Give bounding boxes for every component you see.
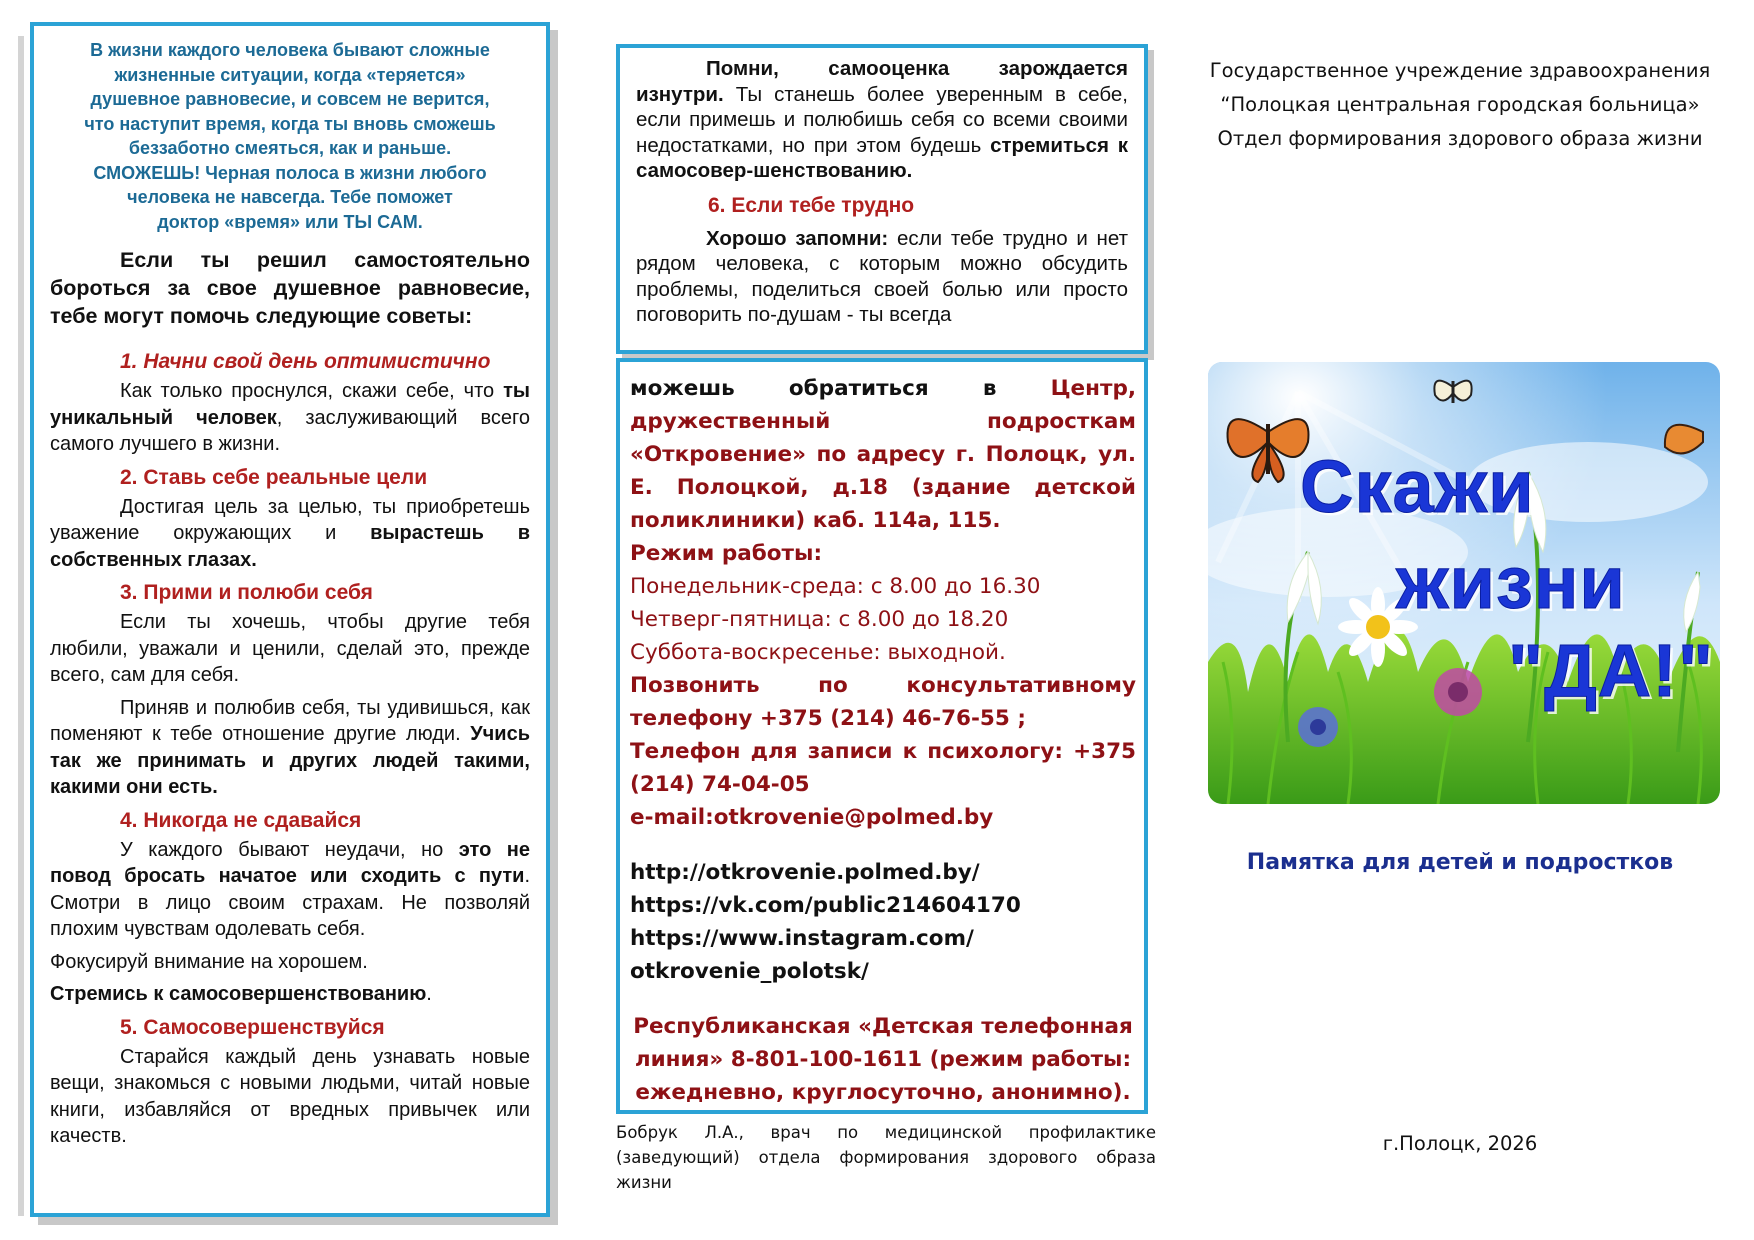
tip-1-title: 1. Начни свой день оптимистично	[120, 350, 491, 373]
city-year: г.Полоцк, 2026	[1382, 1132, 1538, 1155]
tip-6-title: 6. Если тебе трудно	[708, 193, 915, 217]
org-line: “Полоцкая центральная городская больница»	[1220, 93, 1700, 116]
left-panel-shadow	[18, 36, 24, 1216]
intro-line: человека не навсегда. Тебе поможет	[127, 187, 453, 207]
tip-5-title: 5. Самосовершенствуйся	[120, 1015, 385, 1039]
organization-header	[1190, 54, 1730, 156]
intro-line: СМОЖЕШЬ! Черная полоса в жизни любого	[93, 162, 487, 183]
tip-4-strive: Стремись к самосовершенствованию.	[50, 983, 432, 1005]
self-esteem-paragraph: Помни, самооценка зарождается изнутри. Ты станешь более уверенным в себе, если примешь и полюбишь себя со всеми своими недостатками, но при этом будешь стремиться к самосовер-шенствованию.	[636, 57, 1128, 182]
tip-2-title: 2. Ставь себе реальные цели	[120, 465, 428, 489]
cover-image	[1208, 362, 1720, 804]
tip-4-focus: Фокусируй внимание на хорошем.	[50, 950, 368, 973]
tip-5-text: Старайся каждый день узнавать новые вещи, знакомься с новыми людьми, читай новые книги, избавляйся от вредных привычек или качеств.	[50, 1045, 530, 1147]
intro-line: жизненные ситуации, когда «теряется»	[114, 64, 466, 85]
consult-phone: Позвонить по консультативному телефону +375 (214) 46-76-55 ;	[630, 673, 1136, 731]
intro-line: В жизни каждого человека бывают сложные	[90, 40, 490, 60]
vk-link[interactable]: https://vk.com/public214604170	[630, 893, 1021, 918]
instagram-link-cont[interactable]: otkrovenie_polotsk/	[630, 959, 869, 984]
middle-top-box	[616, 44, 1148, 354]
tip-3-title: 3. Прими и полюби себя	[120, 581, 373, 604]
tip-3-text: Если ты хочешь, чтобы другие тебя любили, уважали и ценили, сделай это, прежде всего, сам для себя.	[50, 611, 530, 686]
org-line: Государственное учреждение здравоохранения	[1209, 59, 1711, 82]
intro-text	[50, 38, 530, 234]
cover-word-2: жизни	[1396, 541, 1626, 624]
contacts-box	[616, 358, 1148, 1114]
website-link[interactable]: http://otkrovenie.polmed.by/	[630, 860, 980, 885]
tip-1-text: Как только проснулся, скажи себе, что ты уникальный человек, заслуживающий всего самого лучшего в жизни.	[50, 380, 531, 455]
intro-line: душевное равновесие, и совсем не верится,	[90, 89, 490, 109]
instagram-link[interactable]: https://www.instagram.com/	[630, 926, 974, 951]
tip-6-text: Хорошо запомни: если тебе трудно и нет рядом человека, с которым можно обсудить проблемы, поделиться своей болью или просто поговорить по-душам - ты всегда	[636, 226, 1128, 326]
brochure-subtitle: Памятка для детей и подростков	[1246, 850, 1674, 875]
hours-line: Понедельник-среда: с 8.00 до 16.30	[630, 574, 1041, 599]
intro-line: беззаботно смеяться, как и раньше.	[128, 138, 452, 158]
org-line: Отдел формирования здорового образа жизни	[1217, 127, 1703, 150]
tip-4-title: 4. Никогда не сдавайся	[120, 808, 362, 832]
left-panel	[30, 22, 550, 1217]
intro-line: что наступит время, когда ты вновь сможешь	[84, 113, 496, 134]
lead-paragraph: Если ты решил самостоятельно бороться за свое душевное равновесие, тебе могут помочь следующие советы:	[50, 248, 530, 328]
tip-2-text: Достигая цель за целью, ты приобретешь уважение окружающих и вырастешь в собственных глазах.	[50, 495, 530, 571]
hours-line: Четверг-пятница: с 8.00 до 18.20	[630, 607, 1009, 632]
intro-line: доктор «время» или ТЫ САМ.	[157, 211, 423, 232]
tip-3-text-2: Приняв и полюбив себя, ты удивишься, как поменяют к тебе отношение другие люди. Учись так же принимать и других людей такими, какими они есть.	[50, 696, 530, 798]
cover-word-1: Скажи	[1300, 445, 1535, 528]
center-address: можешь обратиться в Центр, дружественный подросткам «Откровение» по адресу г. Полоцк, ул. Е. Полоцкой, д.18 (здание детской поликлиники) каб. 114а, 115.	[630, 376, 1136, 533]
tip-4-text: У каждого бывают неудачи, но это не повод бросать начатое или сходить с пути. Смотри в лицо своим страхам. Не позволяй плохим чувствам одолевать себя.	[50, 838, 530, 940]
hours-line: Суббота-воскресенье: выходной.	[630, 640, 1006, 665]
cover-word-3: "ДА!"	[1508, 629, 1714, 712]
psychologist-phone: Телефон для записи к психологу: +375 (214) 74-04-05	[630, 739, 1136, 797]
author-credit: Бобрук Л.А., врач по медицинской профилактике (заведующий) отдела формирования здорового образа жизни	[616, 1123, 1156, 1192]
email-link[interactable]: e-mail:otkrovenie@polmed.by	[630, 805, 994, 830]
hours-title: Режим работы:	[630, 541, 823, 566]
hotline-text: Республиканская «Детская телефонная линия» 8-801-100-1611 (режим работы: ежедневно, круглосуточно, анонимно).	[633, 1014, 1133, 1105]
